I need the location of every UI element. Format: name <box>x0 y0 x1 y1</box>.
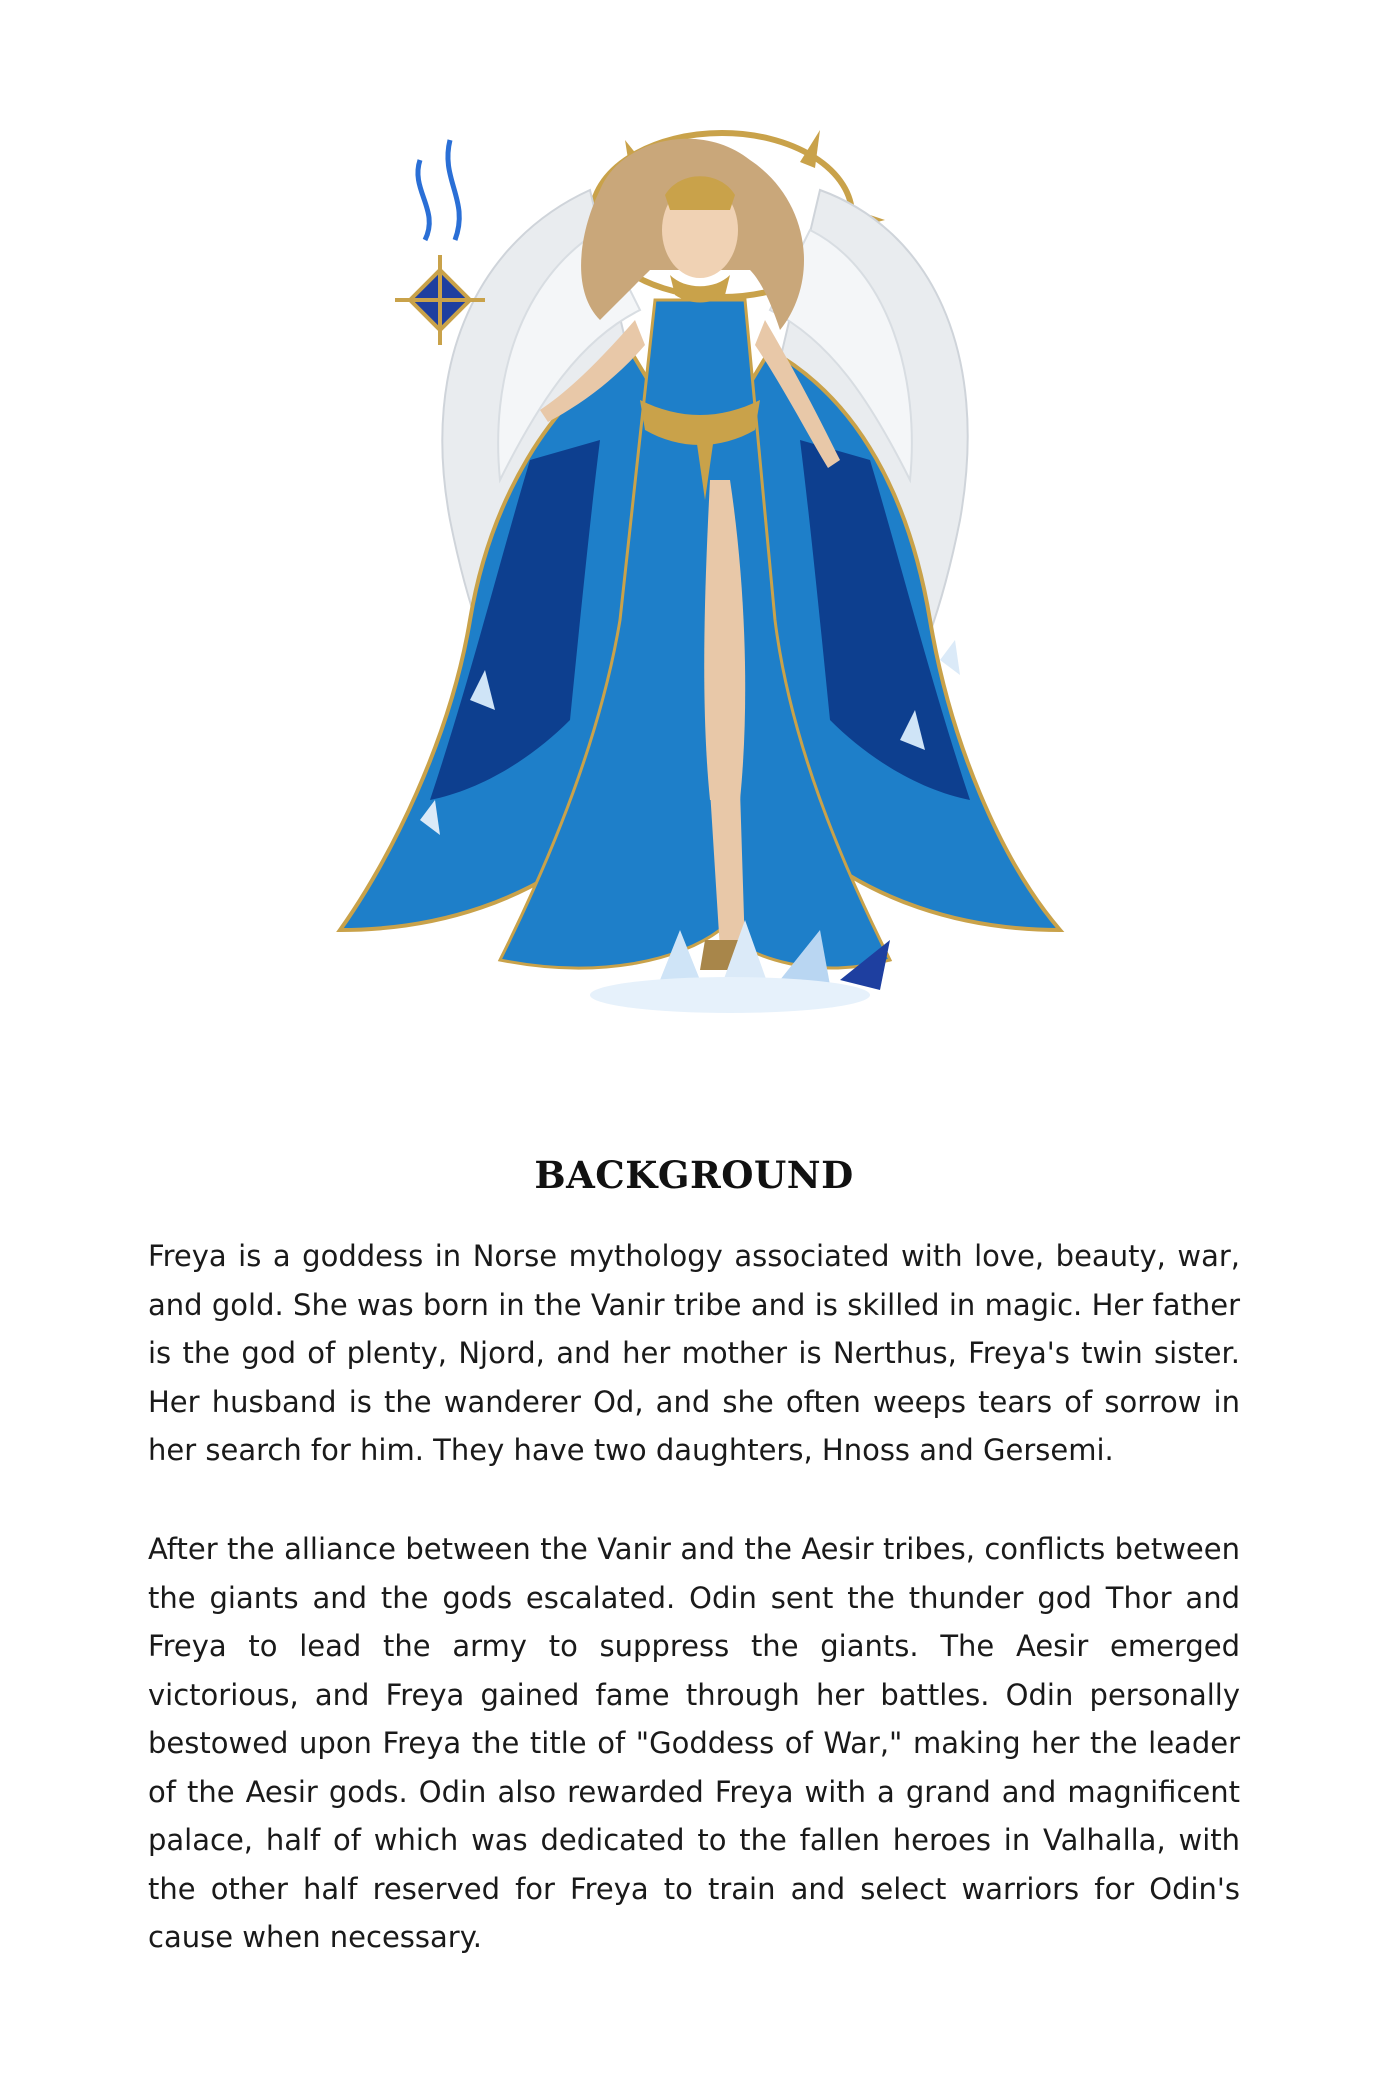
freya-illustration-svg <box>300 100 1090 1090</box>
freya-character-illustration <box>300 100 1090 1090</box>
section-title: BACKGROUND <box>534 1152 854 1197</box>
background-paragraph-2: After the alliance between the Vanir and the Aesir tribes, conflicts between the giants and the gods escalated. Odin sent the thunder god Thor and Freya to lead the army to suppress the giants. The Aesir emerged victorious, and Freya gained fame through her battles. Odin personally bestowed upon Freya the title of "Goddess of War," making her the leader of the Aesir gods. Odin also rewarded Freya with a grand and magnificent palace, half of which was dedicated to the fallen heroes in Valhalla, with the other half reserved for Freya to train and select warriors for Odin's cause when necessary. <box>148 1532 1240 1954</box>
background-paragraph-1: Freya is a goddess in Norse mythology associated with love, beauty, war, and gold. She was born in the Vanir tribe and is skilled in magic. Her father is the god of plenty, Njord, and her mother is Nerthus, Freya's twin sister. Her husband is the wanderer Od, and she often weeps tears of sorrow in her search for him. They have two daughters, Hnoss and Gersemi. <box>148 1239 1240 1467</box>
